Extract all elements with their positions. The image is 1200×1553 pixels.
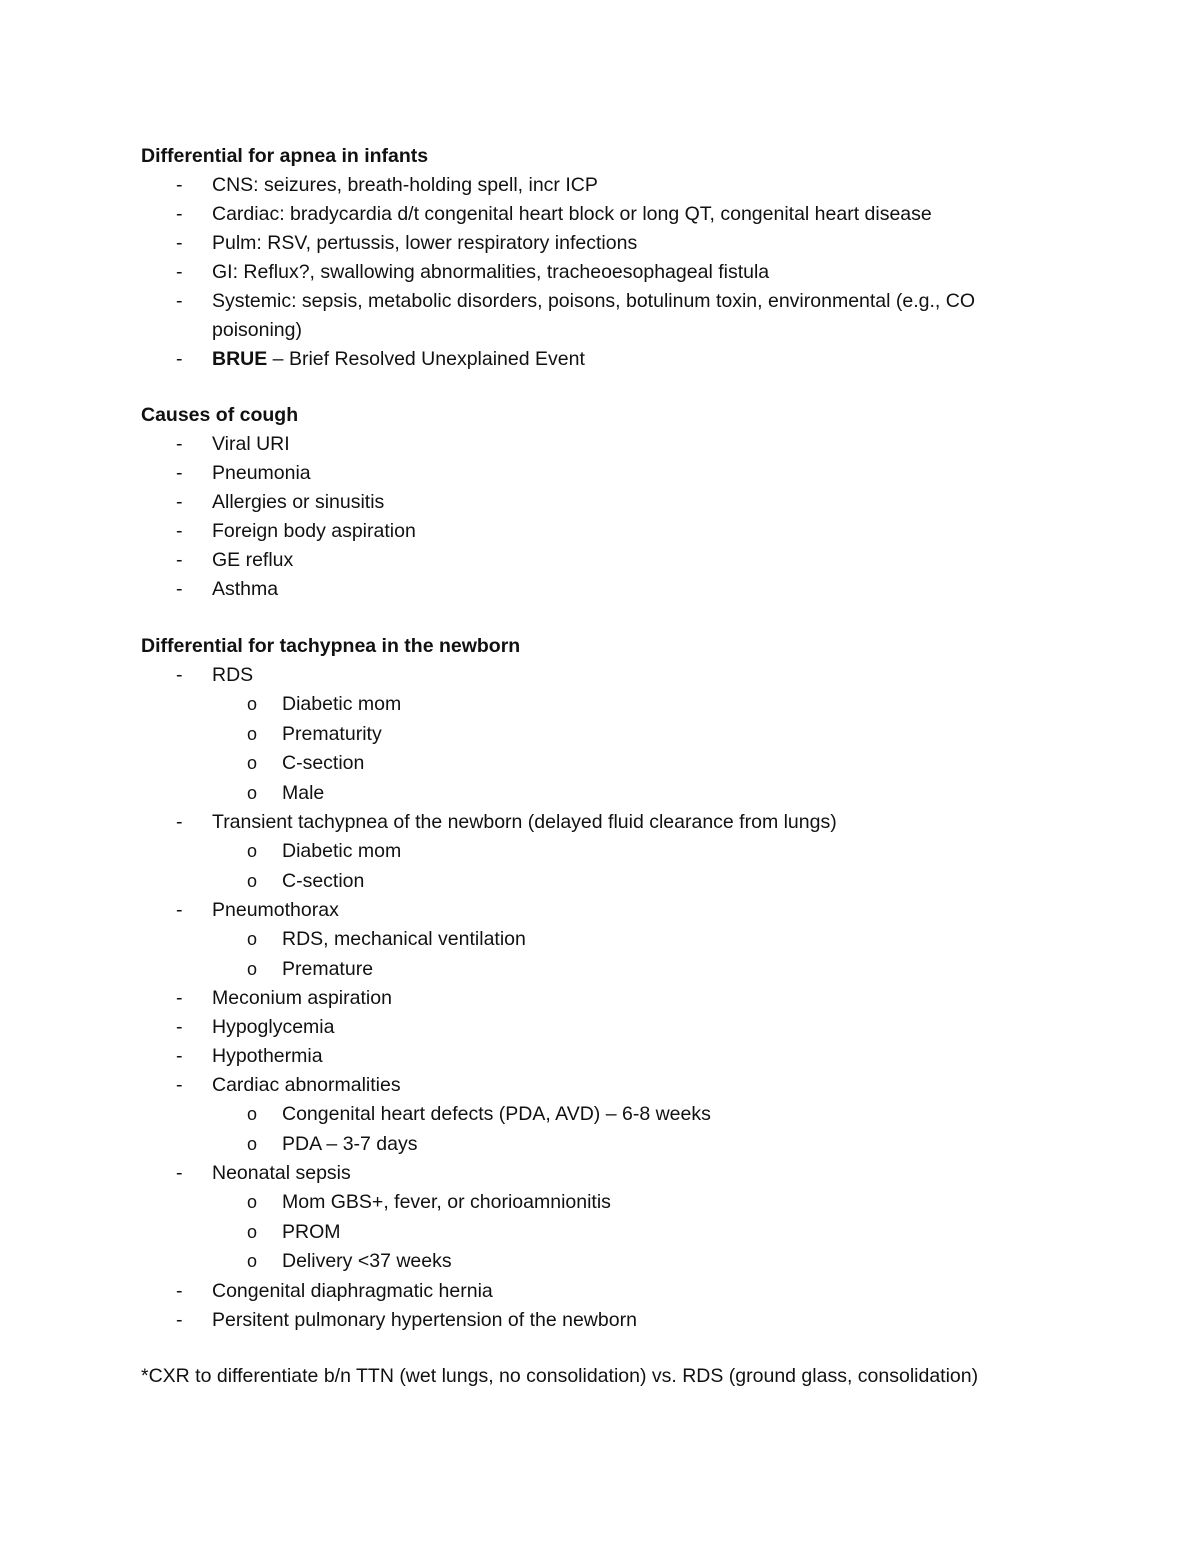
sub-item: o PDA – 3-7 days [247,1132,418,1155]
list-item: - Cardiac: bradycardia d/t congenital heart block or long QT, congenital heart disease [176,203,932,225]
heading-apnea: Differential for apnea in infants [141,145,429,167]
sub-item: o Mom GBS+, fever, or chorioamnionitis [247,1191,611,1213]
list-item: - Pneumonia [176,462,311,484]
sub-item: o Male [247,781,325,804]
sub-item: o Prematurity [247,722,382,745]
sub-item: o RDS, mechanical ventilation [247,928,526,950]
sub-item: o Diabetic mom [247,840,402,862]
list-item-cardiac: - Cardiac abnormalities [176,1074,401,1096]
list-item: - Meconium aspiration [176,987,392,1009]
sub-item: o C-section [247,869,365,892]
list-item: - CNS: seizures, breath-holding spell, incr ICP [176,174,598,196]
list-item: - Hypoglycemia [176,1016,335,1038]
list-item: - GE reflux [176,549,294,571]
tachypnea-list [141,661,1101,1335]
sub-item: o Diabetic mom [247,693,402,715]
apnea-list [141,171,1101,374]
list-item: - Foreign body aspiration [176,520,416,542]
list-item: - Allergies or sinusitis [176,491,385,513]
list-item-brue: - BRUE – Brief Resolved Unexplained Event [176,348,585,370]
sub-item: o Congenital heart defects (PDA, AVD) – 6-8 weeks [247,1103,711,1125]
list-item-ttn: - Transient tachypnea of the newborn (delayed fluid clearance from lungs) [176,811,837,833]
cough-list [141,430,1101,604]
list-item: - Asthma [176,578,279,600]
list-item: - Congenital diaphragmatic hernia [176,1279,493,1302]
sub-item: o C-section [247,752,365,774]
list-item: - Pulm: RSV, pertussis, lower respiratory infections [176,232,638,254]
document-content [141,142,1101,1391]
sub-item: o Premature [247,957,374,980]
list-item-pneumothorax: - Pneumothorax [176,899,339,921]
sub-item: o PROM [247,1220,341,1243]
heading-cough: Causes of cough [141,404,299,426]
list-item: - Persitent pulmonary hypertension of the newborn [176,1308,637,1331]
sub-item: o Delivery <37 weeks [247,1250,452,1272]
list-item: - Systemic: sepsis, metabolic disorders, poisons, botulinum toxin, environmental (e.g., CO poisoning) [176,290,975,341]
list-item: - GI: Reflux?, swallowing abnormalities, tracheoesophageal fistula [176,261,770,283]
list-item: - Viral URI [176,433,290,455]
list-item-rds: - RDS [176,664,254,686]
heading-tachypnea: Differential for tachypnea in the newborn [141,635,521,657]
list-item: - Hypothermia [176,1045,323,1067]
list-item-sepsis: - Neonatal sepsis [176,1162,351,1184]
cxr-note: *CXR to differentiate b/n TTN (wet lungs, no consolidation) vs. RDS (ground glass, consolidation) [141,1364,979,1387]
